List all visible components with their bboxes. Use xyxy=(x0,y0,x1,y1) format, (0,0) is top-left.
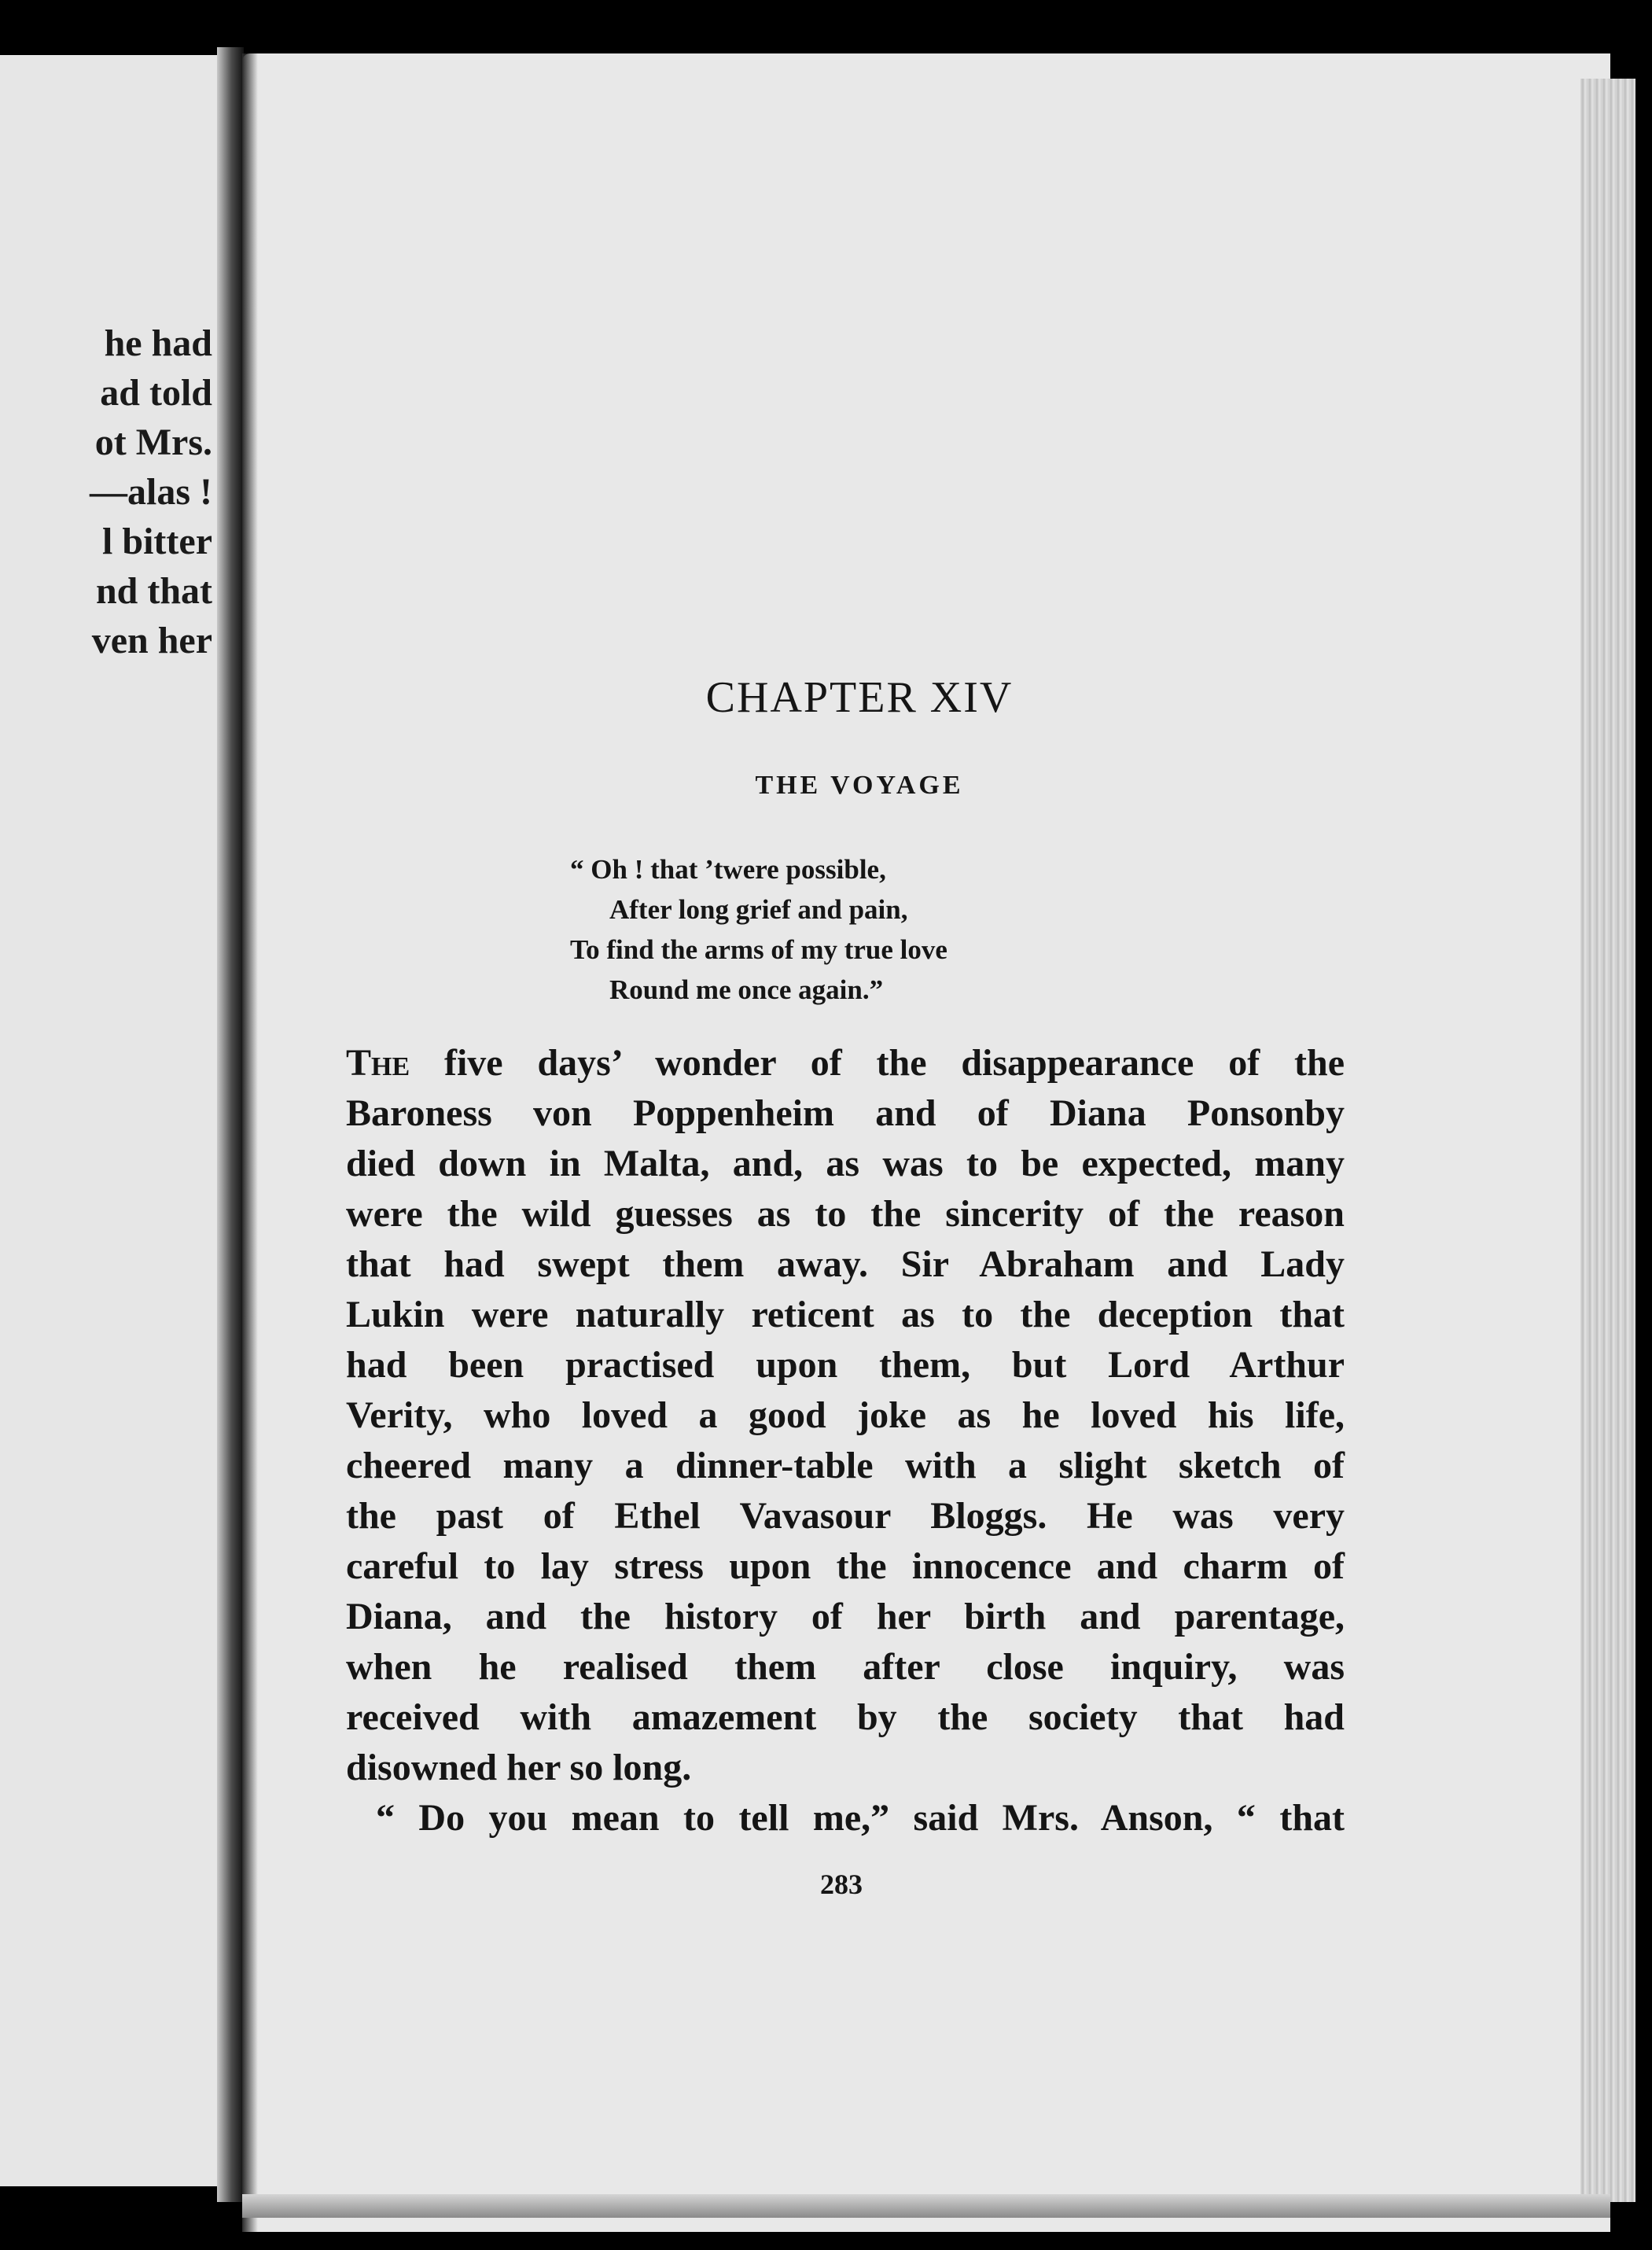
body-line: careful to lay stress upon the innocence and charm of xyxy=(346,1545,1345,1587)
body-line-text: five days’ wonder of the disappearance of the xyxy=(410,1042,1345,1084)
left-line: ven her xyxy=(91,620,212,661)
body-line: died down in Malta, and, as was to be expected, many xyxy=(346,1143,1345,1184)
left-line: he had xyxy=(104,322,212,364)
left-line: nd that xyxy=(95,570,212,612)
chapter-title: CHAPTER XIV xyxy=(705,673,1014,722)
epigraph-line: After long grief and pain, xyxy=(609,894,908,925)
left-line: ad told xyxy=(100,372,212,414)
body-line-first xyxy=(346,1038,1345,1088)
page-edges-right xyxy=(1580,79,1635,2202)
body-line: were the wild guesses as to the sincerity of the reason xyxy=(346,1193,1345,1235)
body-line: Baroness von Poppenheim and of Diana Ponsonby xyxy=(346,1092,1345,1134)
left-line: —alas ! xyxy=(90,471,212,513)
body-line: received with amazement by the society that had xyxy=(346,1696,1345,1738)
body-line: that had swept them away. Sir Abraham and Lady xyxy=(346,1243,1345,1285)
body-line: disowned her so long. xyxy=(346,1747,692,1788)
body-text xyxy=(346,1038,1345,1843)
body-line: when he realised them after close inquiry, was xyxy=(346,1646,1345,1688)
page-edges-bottom xyxy=(242,2194,1610,2218)
drop-word: The xyxy=(346,1042,410,1084)
left-page-text xyxy=(0,319,212,665)
epigraph xyxy=(570,849,947,1010)
page-number: 283 xyxy=(820,1869,863,1900)
epigraph-line: “ Oh ! that ’twere possible, xyxy=(570,854,886,885)
body-line: the past of Ethel Vavasour Bloggs. He was very xyxy=(346,1495,1345,1537)
body-line: Lukin were naturally reticent as to the deception that xyxy=(346,1294,1345,1335)
body-line: had been practised upon them, but Lord Arthur xyxy=(346,1344,1345,1386)
left-line: ot Mrs. xyxy=(94,422,212,463)
left-page-fragment xyxy=(0,55,228,2186)
left-line: l bitter xyxy=(102,521,212,562)
page-shadow xyxy=(242,53,258,2232)
chapter-subtitle: THE VOYAGE xyxy=(755,771,964,800)
epigraph-line: Round me once again.” xyxy=(609,974,884,1005)
epigraph-line: To find the arms of my true love xyxy=(570,934,947,965)
book-gutter xyxy=(217,47,244,2202)
body-line: cheered many a dinner-table with a slight sketch of xyxy=(346,1445,1345,1486)
body-line: Verity, who loved a good joke as he loved his life, xyxy=(346,1394,1345,1436)
body-line: “ Do you mean to tell me,” said Mrs. Anson, “ that xyxy=(376,1797,1345,1839)
body-line: Diana, and the history of her birth and parentage, xyxy=(346,1596,1345,1637)
